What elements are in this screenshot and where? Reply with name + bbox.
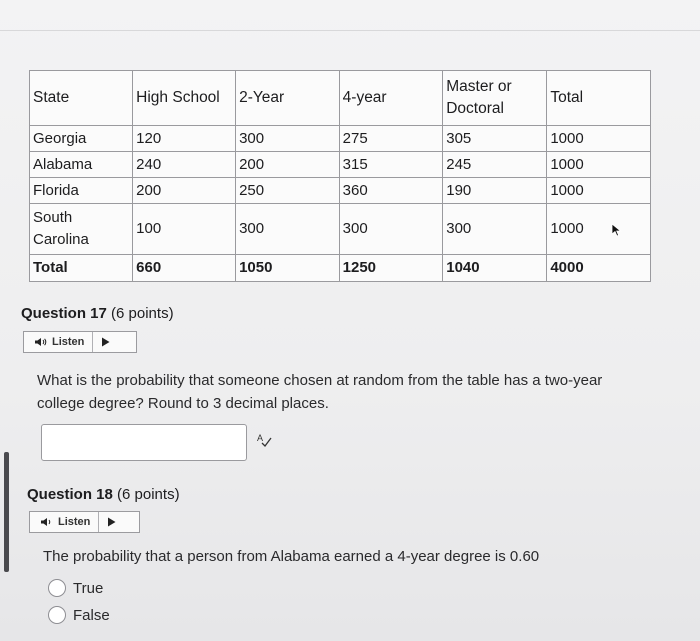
radio-button[interactable]	[48, 606, 66, 624]
listen-label-wrap	[24, 332, 93, 352]
svg-text:A: A	[257, 433, 264, 443]
question-title: Question 17	[21, 305, 107, 322]
table-cell: 1000	[547, 178, 651, 204]
scroll-indicator	[4, 452, 9, 572]
table-cell: 190	[443, 178, 547, 204]
table-cell: Florida	[30, 178, 133, 204]
table-cell: 360	[339, 178, 443, 204]
table-cell: 315	[339, 152, 443, 178]
header-cell: 2-Year	[236, 71, 340, 126]
option-label: False	[73, 606, 110, 624]
table-cell: 250	[236, 178, 340, 204]
table-total-row	[30, 255, 651, 282]
table-cell: 660	[133, 255, 236, 282]
question-17-text: What is the probability that someone chosen at random from the table has a two-year college degree? Round to 3 decimal places.	[37, 372, 603, 412]
table-cell: 120	[133, 126, 236, 152]
table-cell: 4000	[547, 255, 651, 282]
radio-button[interactable]	[48, 579, 66, 597]
table-header-row	[30, 71, 651, 126]
table-cell: South Carolina	[30, 204, 133, 255]
question-17-title	[21, 305, 174, 322]
option-true[interactable]	[48, 579, 103, 597]
table-cell: 300	[339, 204, 443, 255]
option-label: True	[73, 579, 104, 597]
table-cell: Total	[30, 255, 133, 282]
question-title: Question 18	[27, 486, 113, 503]
table-cell: 1050	[236, 255, 340, 282]
header-cell: High School	[133, 71, 236, 126]
table-cell: 1040	[443, 255, 547, 282]
question-points: (6 points)	[111, 305, 174, 322]
question-18-text: The probability that a person from Alabama earned a 4-year degree is 0.60	[43, 548, 540, 565]
table-row	[30, 204, 651, 255]
option-false[interactable]	[48, 606, 110, 624]
listen-button[interactable]	[29, 511, 140, 533]
table-cell: 300	[443, 204, 547, 255]
table-cell: 275	[339, 126, 443, 152]
table-row	[30, 126, 651, 152]
mouse-cursor-icon	[611, 223, 623, 237]
table-cell: 200	[133, 178, 236, 204]
listen-label: Listen	[52, 336, 85, 348]
table-cell: 1250	[339, 255, 443, 282]
table-cell: Georgia	[30, 126, 133, 152]
table-cell: 245	[443, 152, 547, 178]
speaker-icon	[34, 337, 48, 347]
listen-label-wrap	[30, 512, 99, 532]
divider	[0, 30, 700, 31]
header-cell: 4-year	[339, 71, 443, 126]
answer-input[interactable]	[41, 424, 247, 461]
table-cell: 1000	[547, 126, 651, 152]
header-cell: State	[30, 71, 133, 126]
table-cell: Alabama	[30, 152, 133, 178]
speaker-icon	[40, 517, 54, 527]
listen-button[interactable]	[23, 331, 137, 353]
table-cell: 1000	[547, 204, 651, 255]
table-cell: 1000	[547, 152, 651, 178]
spellcheck-icon[interactable]	[256, 432, 272, 451]
play-icon[interactable]	[93, 332, 121, 352]
listen-label: Listen	[58, 516, 91, 528]
table-cell: 240	[133, 152, 236, 178]
table-cell: 200	[236, 152, 340, 178]
table-cell: 300	[236, 204, 340, 255]
table-cell: 300	[236, 126, 340, 152]
data-table	[29, 70, 651, 282]
table-cell: 100	[133, 204, 236, 255]
question-points: (6 points)	[117, 486, 180, 503]
table-cell: 305	[443, 126, 547, 152]
header-cell: Total	[547, 71, 651, 126]
play-icon[interactable]	[99, 512, 127, 532]
table-row	[30, 152, 651, 178]
header-cell: Master or Doctoral	[443, 71, 547, 126]
question-18-title	[27, 486, 180, 503]
table-row	[30, 178, 651, 204]
